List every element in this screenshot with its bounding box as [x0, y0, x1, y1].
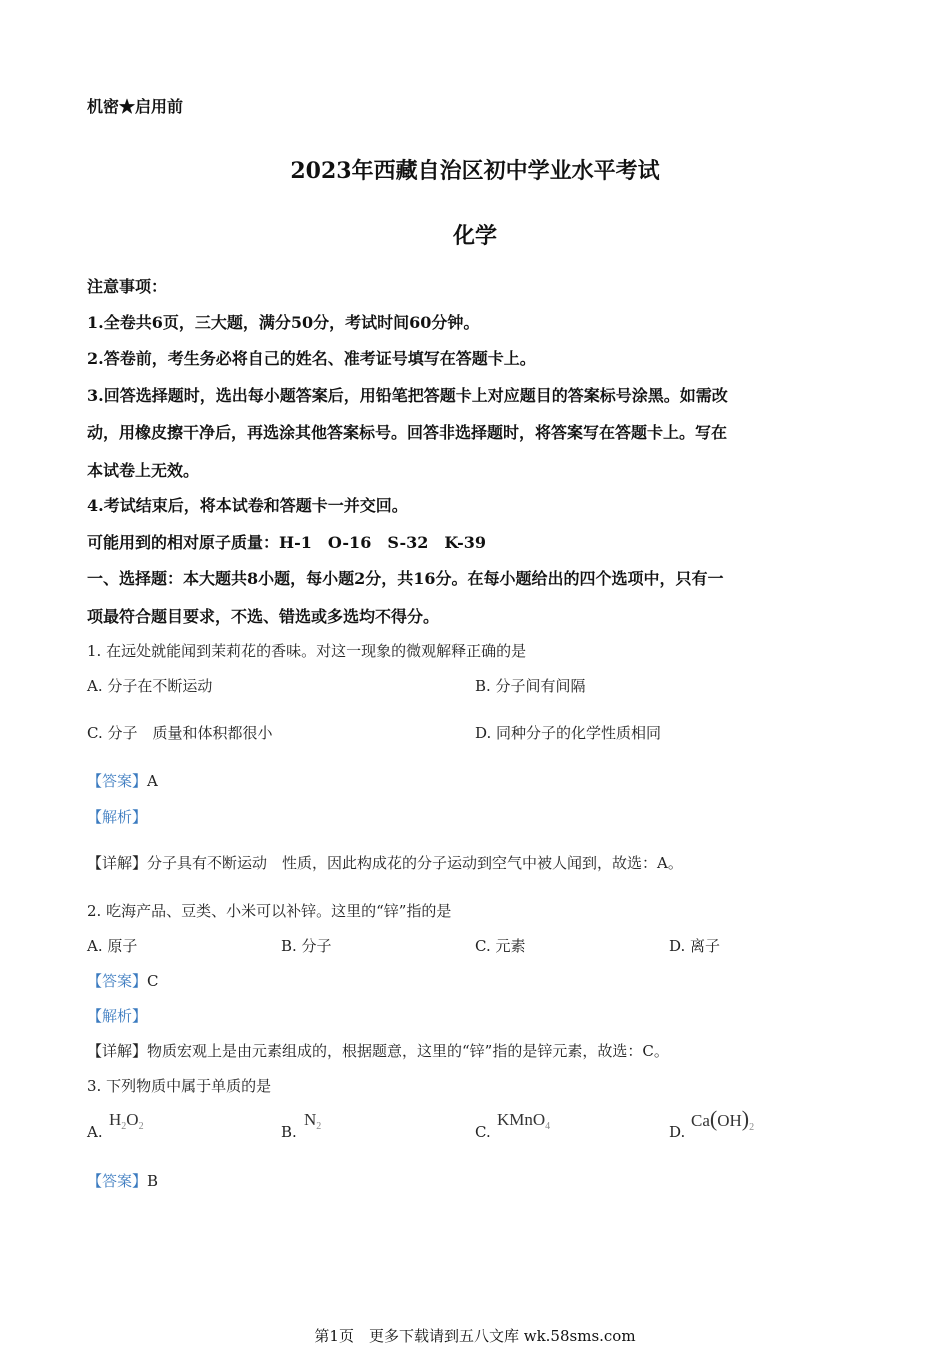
- notice-heading: 注意事项：: [87, 277, 168, 296]
- q3-option-c-label: C.: [475, 1123, 491, 1141]
- formula-subscript: 2: [138, 1121, 144, 1132]
- detail-label: 【详解】: [87, 854, 148, 872]
- q3-answer-row: [87, 1170, 158, 1191]
- q2-answer: C: [147, 972, 159, 990]
- notice-item-1: 1.全卷共6页，三大题，满分50分，考试时间60分钟。: [87, 313, 480, 332]
- q2-option-a: A. 原子: [87, 937, 138, 955]
- detail-label: 【详解】: [87, 1042, 148, 1060]
- notice-item-3-line3: 本试卷上无效。: [87, 461, 200, 480]
- answer-label: 【答案】: [87, 772, 148, 790]
- q1-option-d: D. 同种分子的化学性质相同: [475, 724, 662, 742]
- q1-answer: A: [147, 772, 158, 790]
- formula-part: KMnO: [497, 1110, 546, 1129]
- q2-stem: 2. 吃海产品、豆类、小米可以补锌。这里的“锌”指的是: [87, 902, 452, 920]
- q1-analysis-label: 【解析】: [87, 808, 148, 826]
- formula-subscript: 2: [316, 1121, 322, 1132]
- q1-option-b: B. 分子间有间隔: [475, 677, 586, 695]
- q3-option-a-formula: [109, 1110, 144, 1132]
- q1-detail: 分子具有不断运动 性质，因此构成花的分子运动到空气中被人闻到，故选：A。: [147, 854, 683, 872]
- q3-option-b-formula: [304, 1110, 321, 1132]
- q3-option-b-label: B.: [281, 1123, 297, 1141]
- subject-title: 化学: [452, 223, 497, 249]
- q3-option-a-label: A.: [87, 1123, 103, 1141]
- formula-subscript: 2: [121, 1121, 127, 1132]
- q2-detail: 物质宏观上是由元素组成的，根据题意，这里的“锌”指的是锌元素，故选：C。: [147, 1042, 669, 1060]
- q2-answer-row: [87, 970, 159, 991]
- notice-item-2: 2.答卷前，考生务必将自己的姓名、准考证号填写在答题卡上。: [87, 349, 536, 368]
- confidential-header: 机密★启用前: [87, 97, 184, 116]
- formula-part: Ca: [691, 1111, 710, 1130]
- exam-title: 2023年西藏自治区初中学业水平考试: [290, 158, 660, 184]
- formula-subscript: 4: [545, 1121, 551, 1132]
- q2-option-d: D. 离子: [669, 937, 721, 955]
- formula-paren: (: [709, 1106, 718, 1131]
- q3-option-c-formula: [497, 1110, 550, 1132]
- answer-label: 【答案】: [87, 972, 148, 990]
- q1-detail-row: [87, 852, 683, 873]
- q3-option-d-formula: [691, 1106, 754, 1133]
- q1-option-a: A. 分子在不断运动: [87, 677, 213, 695]
- q2-option-c: C. 元素: [475, 937, 526, 955]
- q2-option-b: B. 分子: [281, 937, 332, 955]
- notice-item-3-line2: 动，用橡皮擦干净后，再选涂其他答案标号。回答非选择题时，将答案写在答题卡上。写在: [87, 423, 728, 442]
- answer-label: 【答案】: [87, 1172, 148, 1190]
- notice-item-4: 4.考试结束后，将本试卷和答题卡一并交回。: [87, 496, 408, 515]
- formula-part: O: [126, 1110, 139, 1129]
- formula-part: H: [109, 1110, 122, 1129]
- q2-detail-row: [87, 1040, 669, 1061]
- section1-heading-line1: 一、选择题：本大题共8小题，每小题2分，共16分。在每小题给出的四个选项中，只有一: [87, 569, 724, 588]
- q1-stem: 1. 在远处就能闻到茉莉花的香味。对这一现象的微观解释正确的是: [87, 642, 527, 660]
- section1-heading-line2: 项最符合题目要求，不选、错选或多选均不得分。: [87, 607, 440, 626]
- atomic-masses: 可能用到的相对原子质量：H-1 O-16 S-32 K-39: [87, 533, 487, 552]
- notice-item-3-line1: 3.回答选择题时，选出每小题答案后，用铅笔把答题卡上对应题目的答案标号涂黑。如需改: [87, 386, 728, 405]
- q3-stem: 3. 下列物质中属于单质的是: [87, 1077, 272, 1095]
- formula-subscript: 2: [749, 1122, 755, 1133]
- q1-answer-row: [87, 770, 158, 791]
- q3-answer: B: [147, 1172, 159, 1190]
- q1-option-c: C. 分子 质量和体积都很小: [87, 724, 273, 742]
- formula-paren: ): [741, 1106, 750, 1131]
- formula-part: N: [304, 1110, 317, 1129]
- page-footer: 第1页 更多下载请到五八文库 wk.58sms.com: [314, 1327, 636, 1345]
- q2-analysis-label: 【解析】: [87, 1007, 148, 1025]
- formula-part: OH: [717, 1111, 742, 1130]
- q3-option-d-label: D.: [669, 1123, 686, 1141]
